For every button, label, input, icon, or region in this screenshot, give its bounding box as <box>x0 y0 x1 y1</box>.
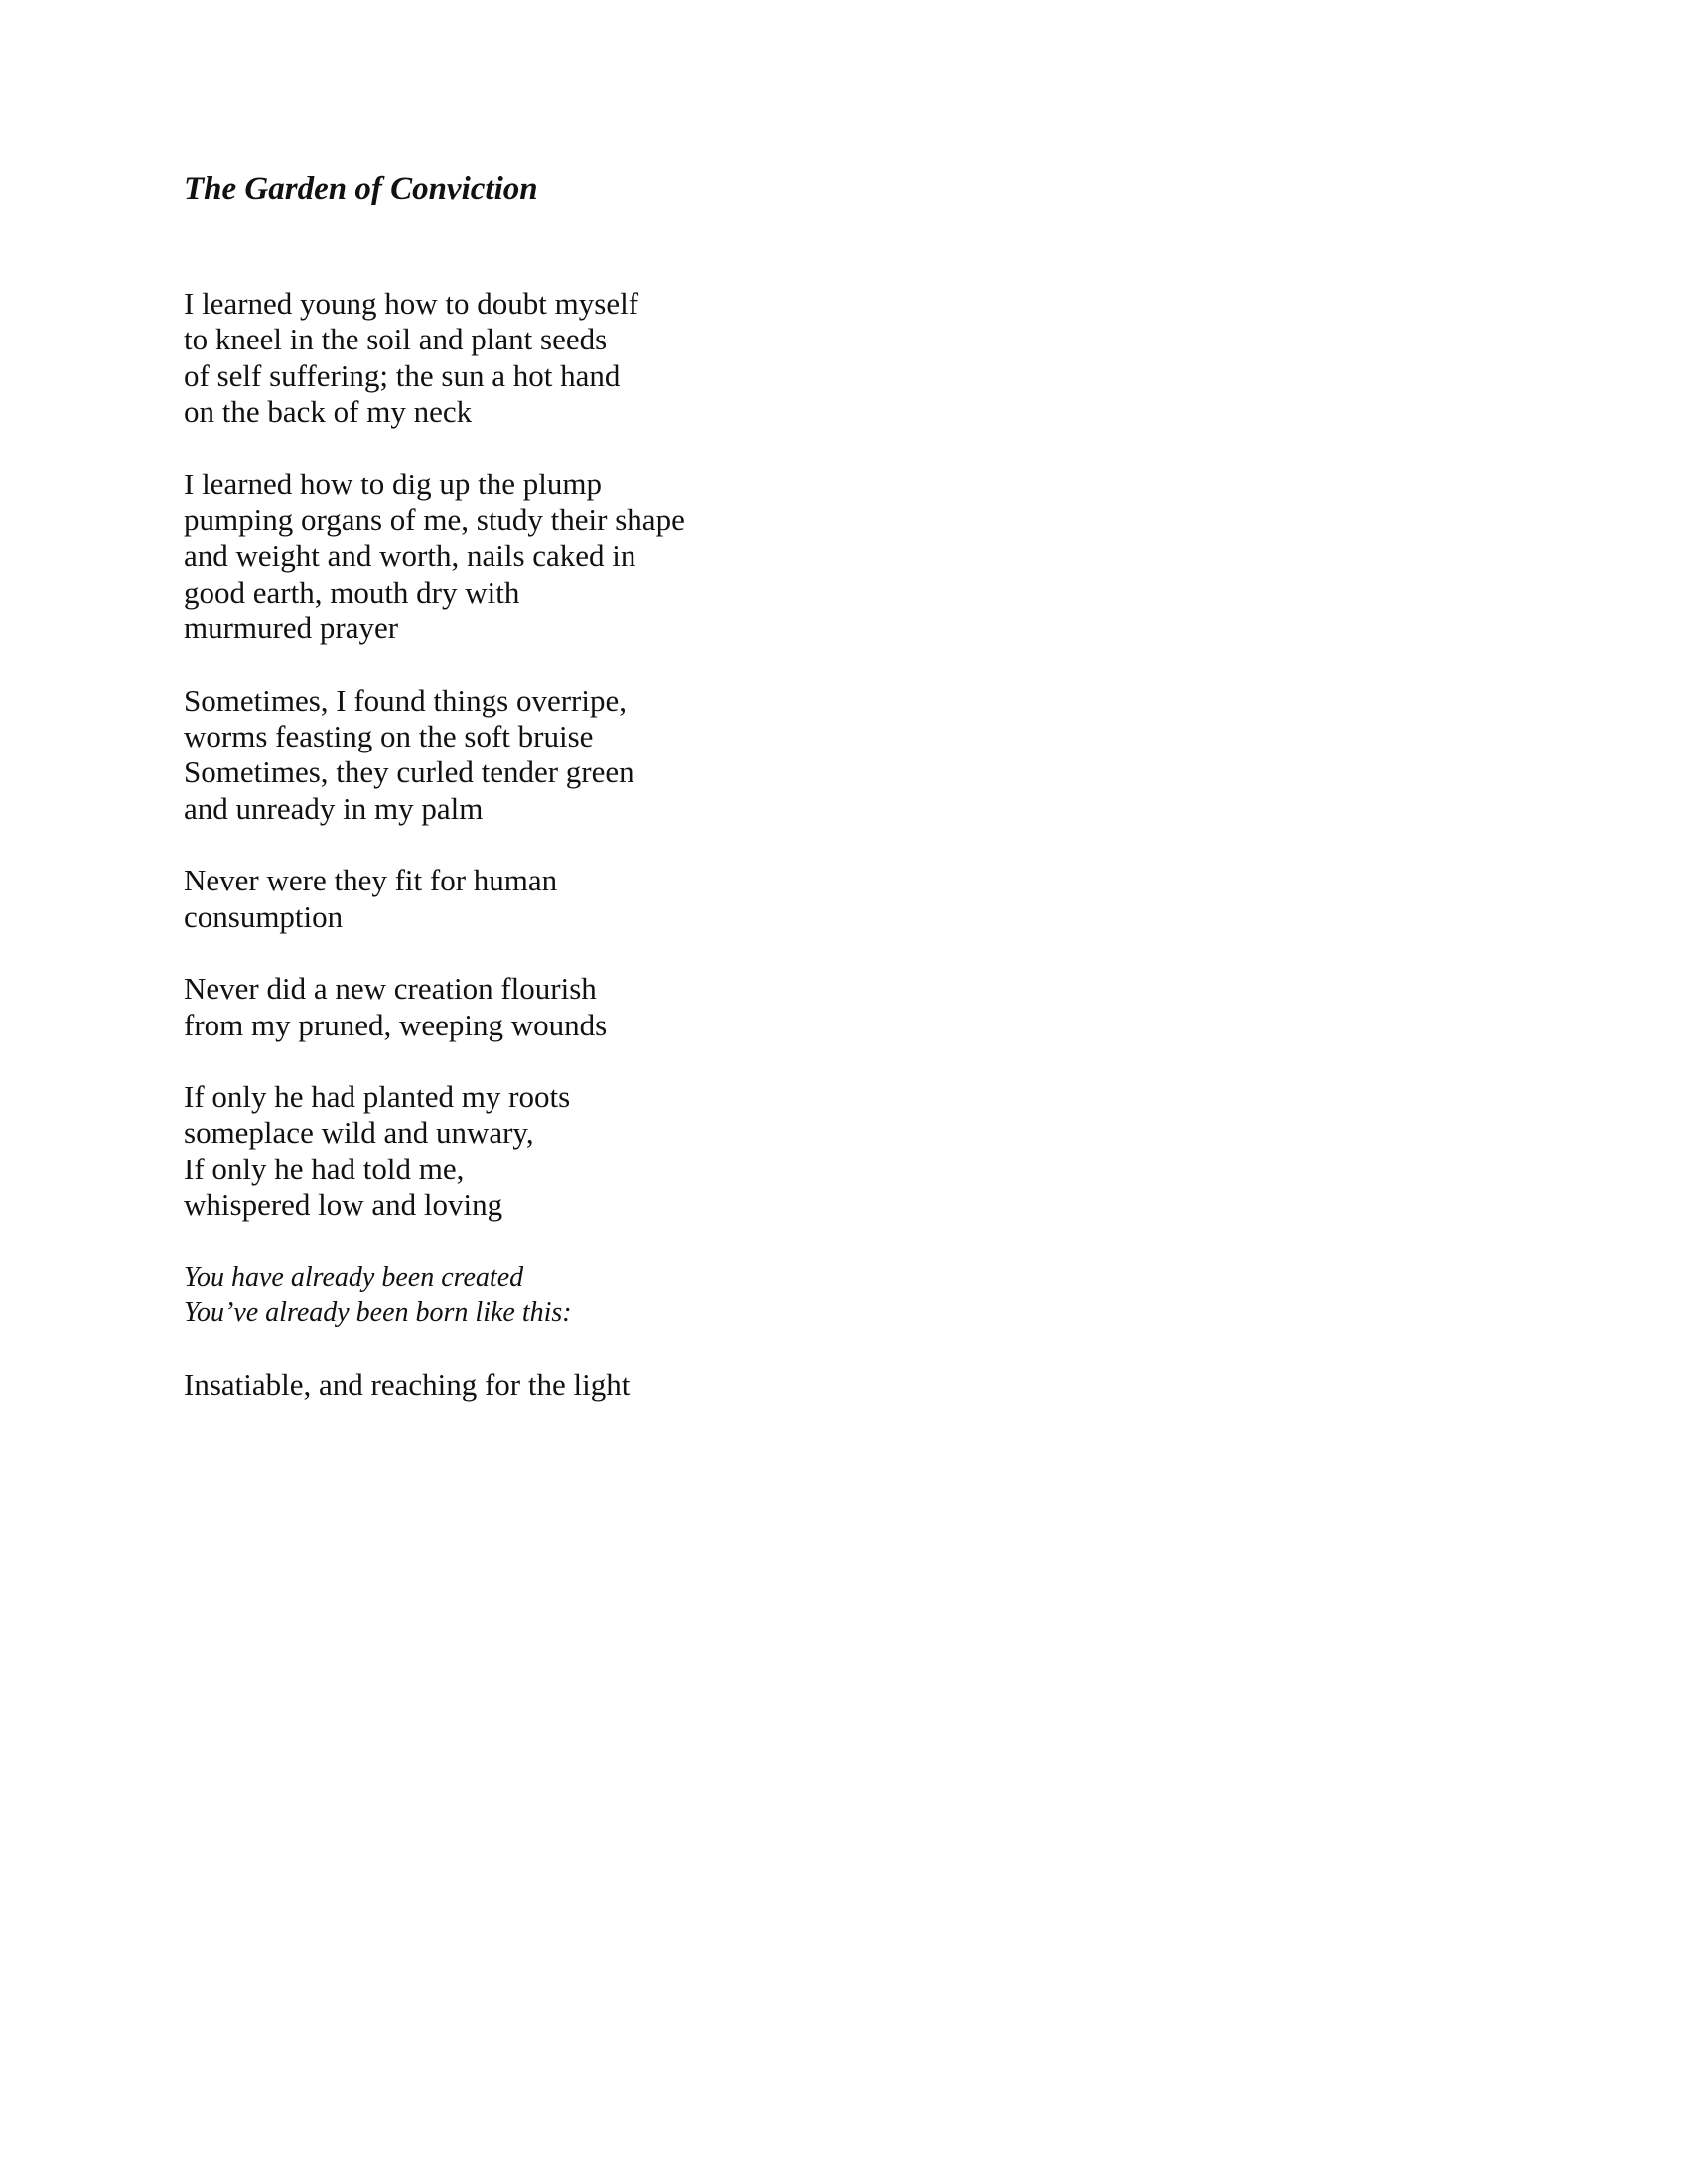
poem-line: and weight and worth, nails caked in <box>184 538 636 574</box>
poem-line: Sometimes, I found things overripe, <box>184 682 627 718</box>
poem-line: Never did a new creation flourish <box>184 971 597 1007</box>
poem-line: pumping organs of me, study their shape <box>184 502 685 538</box>
poem-line-italic: You’ve already been born like this: <box>184 1297 572 1328</box>
poem-line: and unready in my palm <box>184 790 484 826</box>
poem-body <box>184 286 1077 1439</box>
stanza-1 <box>184 286 1077 431</box>
stanza-7-italic <box>184 1260 1077 1332</box>
poem-line: murmured prayer <box>184 611 399 646</box>
poem-line: If only he had planted my roots <box>184 1078 571 1114</box>
stanza-5 <box>184 971 1077 1043</box>
poem-line: someplace wild and unwary, <box>184 1115 534 1151</box>
poem-line: Never were they fit for human <box>184 863 558 898</box>
poem-line-italic: You have already been created <box>184 1261 524 1293</box>
stanza-2 <box>184 467 1077 647</box>
stanza-8 <box>184 1367 1077 1403</box>
poem-title: The Garden of Conviction <box>184 171 538 206</box>
poem-line: Sometimes, they curled tender green <box>184 754 634 790</box>
poem-line: worms feasting on the soft bruise <box>184 719 594 754</box>
poem-line: on the back of my neck <box>184 394 473 430</box>
poem-line: from my pruned, weeping wounds <box>184 1007 608 1042</box>
stanza-6 <box>184 1079 1077 1224</box>
stanza-4 <box>184 863 1077 935</box>
poem-line: consumption <box>184 898 344 934</box>
poem-line: Insatiable, and reaching for the light <box>184 1367 631 1403</box>
poem-line: good earth, mouth dry with <box>184 574 520 610</box>
poem-line: If only he had told me, <box>184 1151 465 1186</box>
poem-line: of self suffering; the sun a hot hand <box>184 357 621 393</box>
poem-line: whispered low and loving <box>184 1187 503 1223</box>
stanza-3 <box>184 683 1077 828</box>
poem-line: I learned young how to doubt myself <box>184 286 639 321</box>
poem-line: to kneel in the soil and plant seeds <box>184 322 608 357</box>
poem-line: I learned how to dig up the plump <box>184 466 602 501</box>
